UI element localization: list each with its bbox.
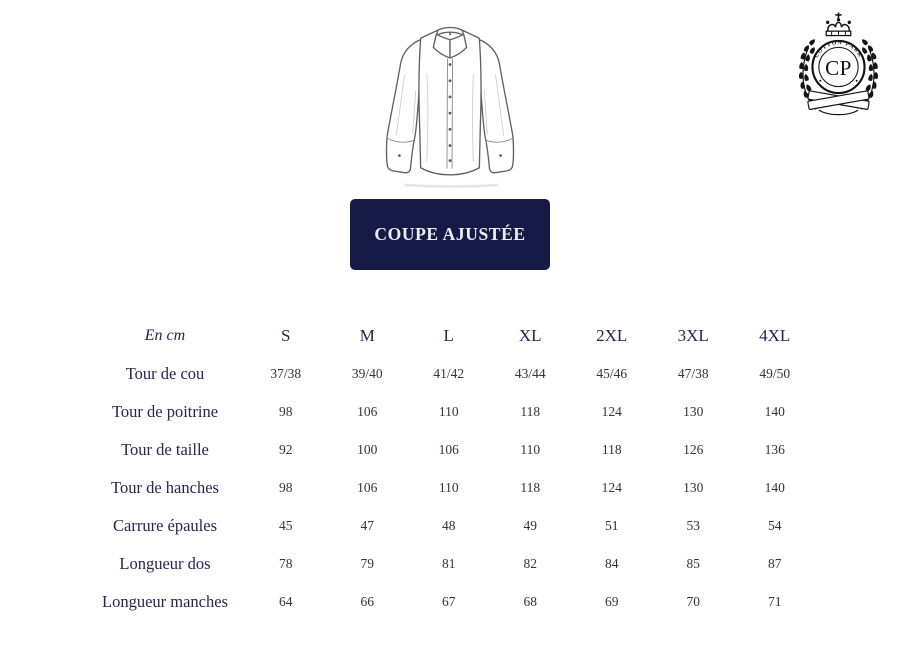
logo-monogram: CP: [825, 55, 852, 80]
size-value: 82: [523, 556, 537, 571]
size-value: 118: [520, 480, 541, 495]
size-value: 110: [438, 404, 459, 419]
size-value: 68: [523, 594, 537, 609]
size-value: 79: [360, 556, 374, 571]
unit-label: En cm: [144, 327, 186, 344]
size-value: 85: [686, 556, 700, 571]
size-value: 136: [764, 442, 785, 457]
size-value: 130: [683, 404, 704, 419]
size-value: 39/40: [351, 366, 383, 381]
fit-badge-label: COUPE AJUSTÉE: [374, 224, 526, 244]
cotton-park-crest-logo: [789, 12, 888, 122]
shirt-illustration: [374, 18, 526, 190]
row-label: Tour de poitrine: [111, 402, 219, 421]
size-value: 118: [601, 442, 622, 457]
size-table: [85, 317, 816, 621]
size-value: 45/46: [596, 366, 628, 381]
column-header-4xl: 4XL: [759, 326, 791, 345]
size-value: 53: [686, 518, 700, 533]
size-value: 41/42: [433, 366, 465, 381]
size-value: 66: [360, 594, 374, 609]
row-label: Longueur manches: [102, 592, 228, 611]
size-value: 45: [279, 518, 293, 533]
size-value: 106: [357, 404, 378, 419]
logo-arc-text-path: COTTON PARK: [813, 40, 864, 60]
row-label: Carrure épaules: [113, 516, 217, 535]
column-header-m: M: [359, 326, 375, 345]
column-header-xl: XL: [518, 326, 542, 345]
size-value: 87: [768, 556, 782, 571]
size-value: 67: [442, 594, 456, 609]
size-value: 37/38: [270, 366, 302, 381]
size-value: 130: [683, 480, 704, 495]
row-label: Longueur dos: [119, 554, 211, 573]
size-value: 49/50: [759, 366, 791, 381]
crown-icon: [826, 12, 851, 35]
size-value: 106: [438, 442, 459, 457]
column-header-l: L: [443, 326, 454, 345]
size-value: 64: [279, 594, 293, 609]
size-value: 70: [686, 594, 700, 609]
size-value: 126: [683, 442, 704, 457]
size-value: 71: [768, 594, 782, 609]
size-value: 110: [520, 442, 541, 457]
size-value: 47: [360, 518, 374, 533]
size-value: 43/44: [514, 366, 546, 381]
size-value: 48: [442, 518, 456, 533]
size-value: 69: [605, 594, 619, 609]
size-value: 124: [601, 480, 622, 495]
crest-logo-icon: [789, 12, 888, 122]
size-value: 78: [279, 556, 293, 571]
size-value: 47/38: [677, 366, 709, 381]
size-value: 106: [357, 480, 378, 495]
size-value: 98: [279, 404, 293, 419]
size-value: 84: [605, 556, 619, 571]
size-value: 118: [520, 404, 541, 419]
size-value: 124: [601, 404, 622, 419]
size-value: 140: [764, 480, 785, 495]
column-header-2xl: 2XL: [596, 326, 628, 345]
column-header-3xl: 3XL: [677, 326, 709, 345]
size-value: 98: [279, 480, 293, 495]
size-value: 54: [768, 518, 782, 533]
size-value: 51: [605, 518, 619, 533]
fit-badge[interactable]: [350, 199, 550, 270]
size-value: 140: [764, 404, 785, 419]
size-value: 100: [357, 442, 378, 457]
row-label: Tour de cou: [125, 364, 205, 383]
size-value: 92: [279, 442, 293, 457]
column-header-s: S: [281, 326, 291, 345]
row-label: Tour de taille: [121, 440, 209, 459]
size-value: 49: [523, 518, 537, 533]
row-label: Tour de hanches: [111, 478, 219, 497]
size-value: 81: [442, 556, 456, 571]
dress-shirt-icon: [374, 18, 526, 190]
size-value: 110: [438, 480, 459, 495]
